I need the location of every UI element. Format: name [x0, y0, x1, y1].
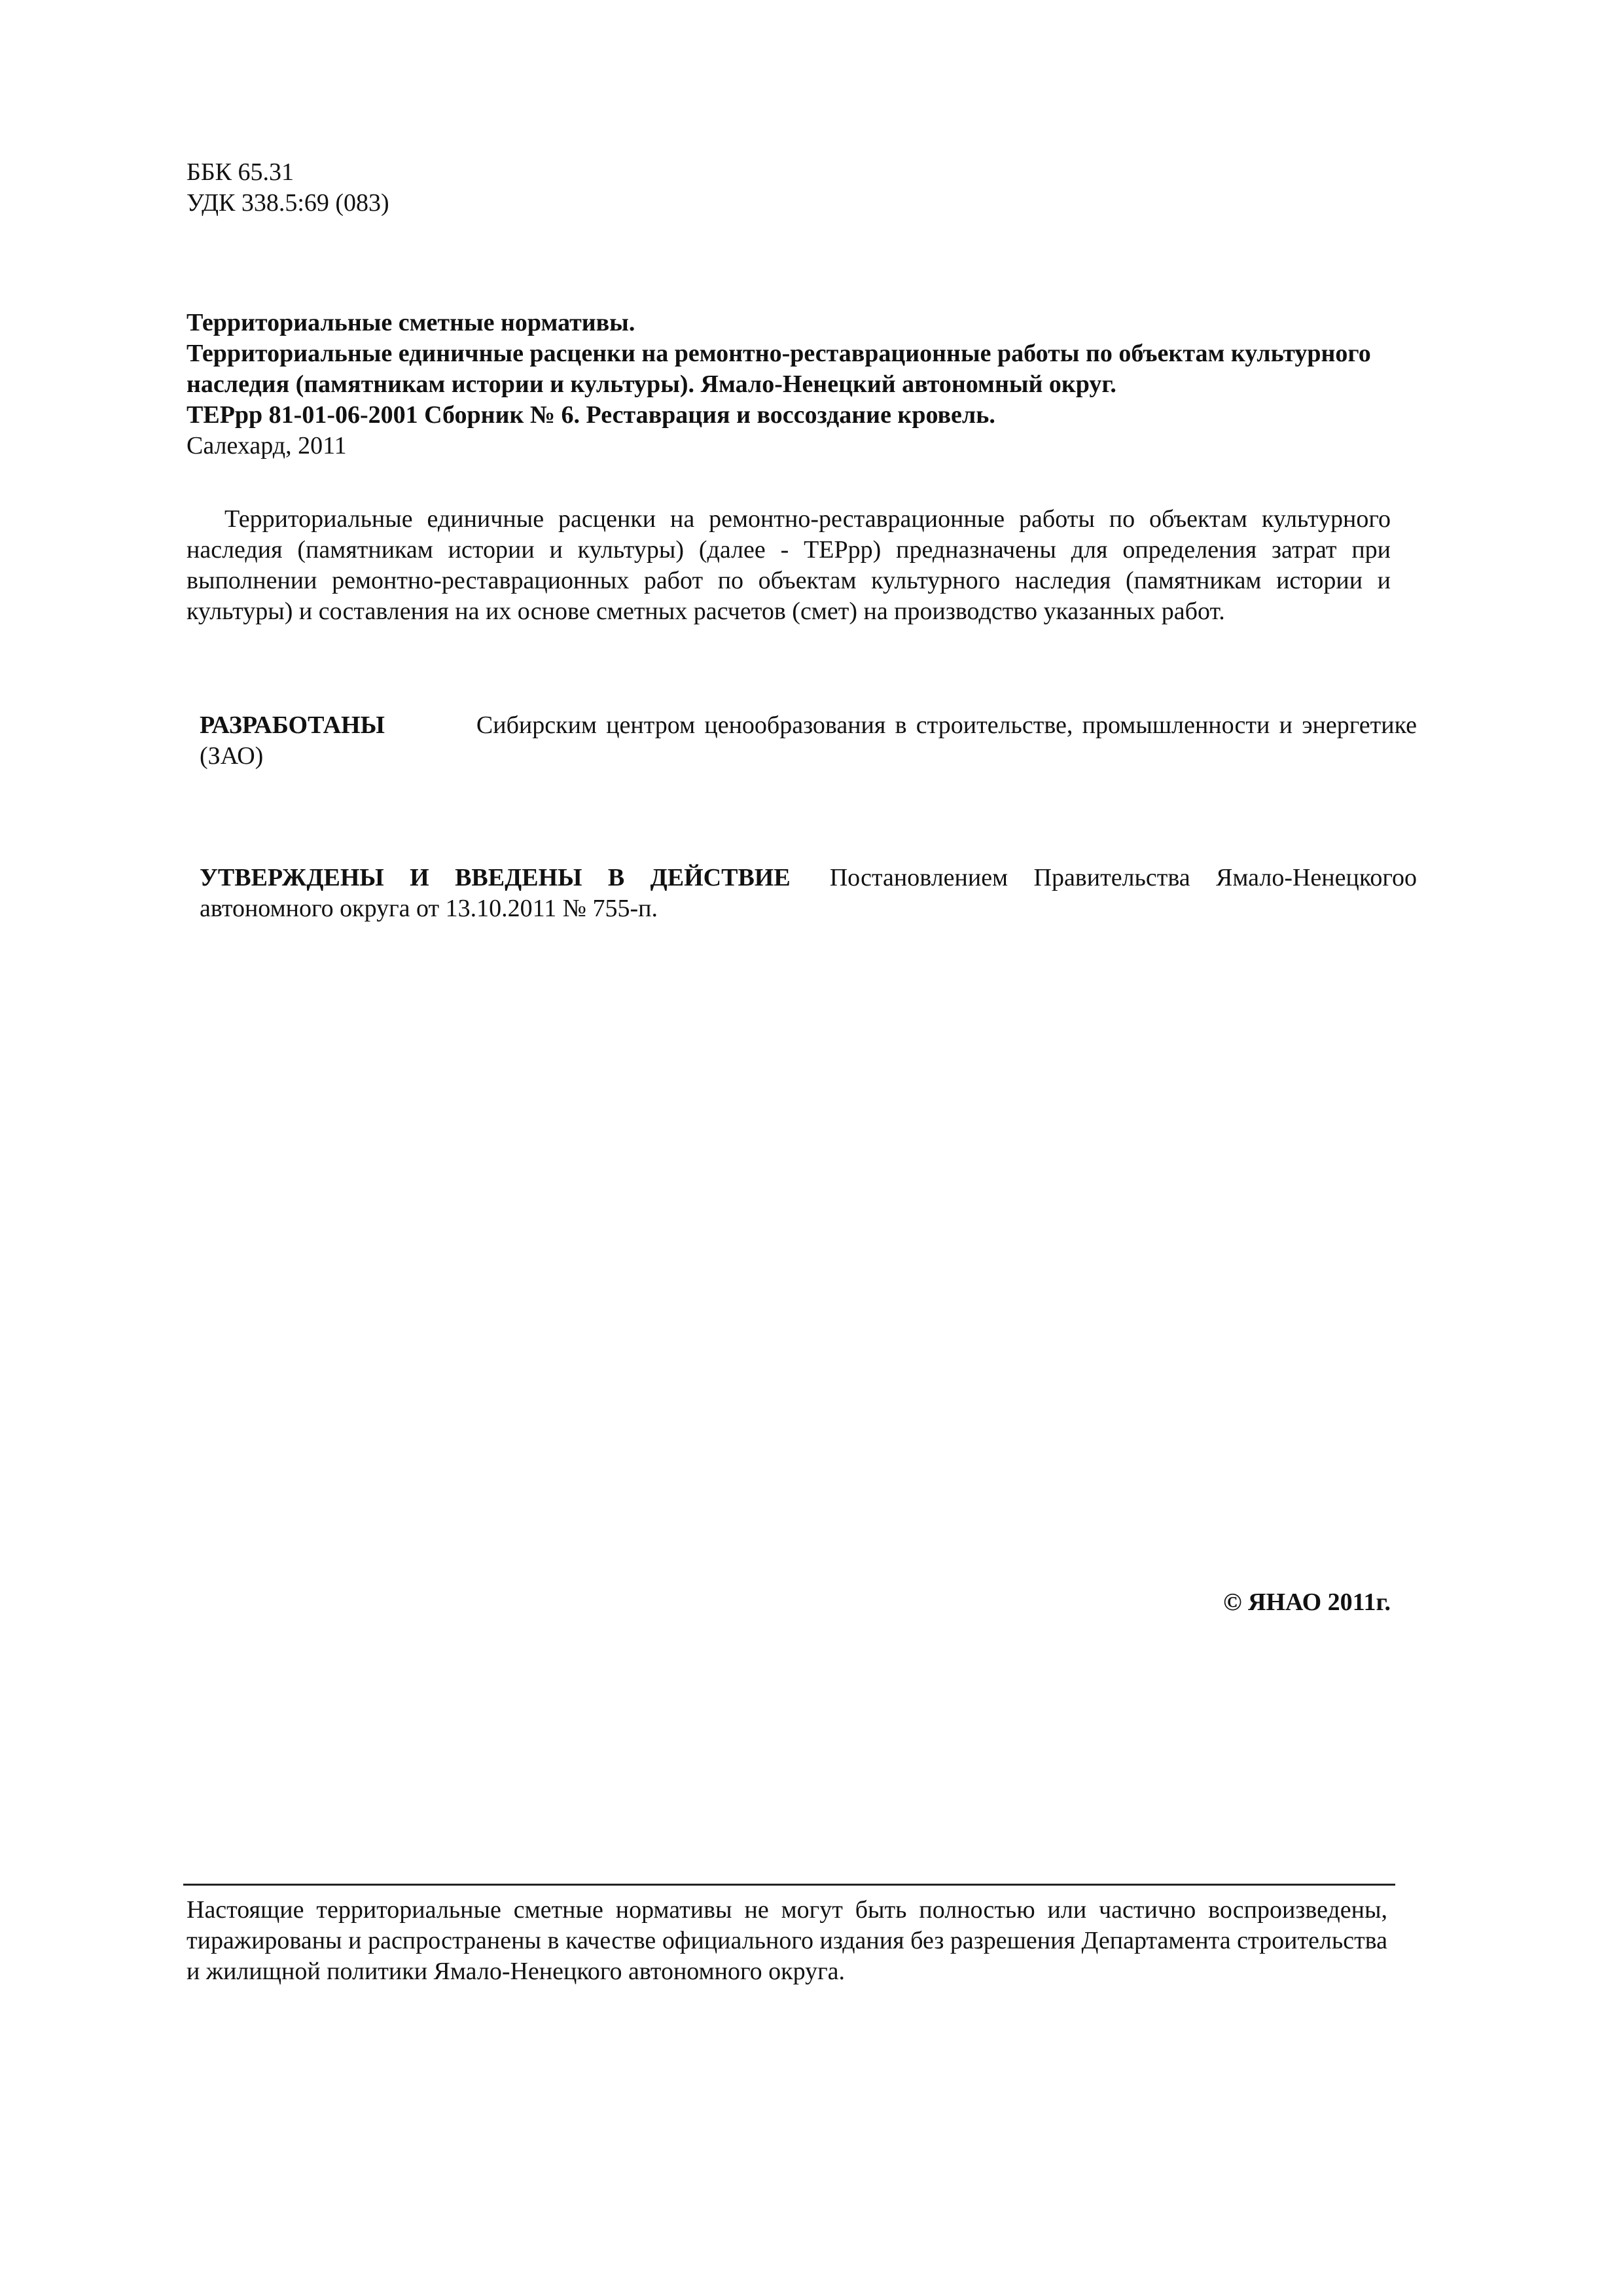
place-year: Салехард, 2011 [187, 432, 347, 459]
developed-label: РАЗРАБОТАНЫ [200, 711, 385, 739]
footer-note: Настоящие территориальные сметные нормативы не могут быть полностью или частично воспроизведены, тиражированы и распространены в качестве официального издания без разрешения Департамента строительства и жилищной политики Ямало-Ненецкого автономного округа. [187, 1896, 1387, 1985]
developed-text: Сибирским центром ценообразования в строительстве, промышленности и энергетике (ЗАО) [200, 711, 1417, 770]
classification-codes [187, 157, 1391, 219]
publication-title [187, 308, 1391, 461]
approved-label: УТВЕРЖДЕНЫ И ВВЕДЕНЫ В ДЕЙСТВИЕ [200, 864, 791, 891]
udk-code: УДК 338.5:69 (083) [187, 189, 389, 217]
title-line-2: Территориальные единичные расценки на ремонтно-реставрационные работы по объектам культурного наследия (памятникам истории и культуры). Ямало-Ненецкий автономный округ. [187, 340, 1371, 398]
bbk-code: ББК 65.31 [187, 158, 294, 186]
footer-divider [183, 1884, 1395, 1886]
intro-paragraph: Территориальные единичные расценки на ремонтно-реставрационные работы по объектам культурного наследия (памятникам истории и культуры) (далее - ТЕРрр) предназначены для определения затрат при выполнении ремонтно-реставрационных работ по объектам культурного наследия (памятникам истории и культуры) и составления на их основе сметных расчетов (смет) на производство указанных работ. [187, 505, 1391, 625]
title-line-3: ТЕРрр 81-01-06-2001 Сборник № 6. Реставрация и воссоздание кровель. [187, 401, 995, 429]
title-line-1: Территориальные сметные нормативы. [187, 309, 635, 336]
approved-by [200, 863, 1417, 924]
developed-by [200, 710, 1417, 772]
copyright-notice: © ЯНАО 2011г. [1223, 1588, 1391, 1616]
approved-text: Постановлением Правительства Ямало-Ненецкогоо автономного округа от 13.10.2011 № 755-п. [200, 864, 1417, 922]
